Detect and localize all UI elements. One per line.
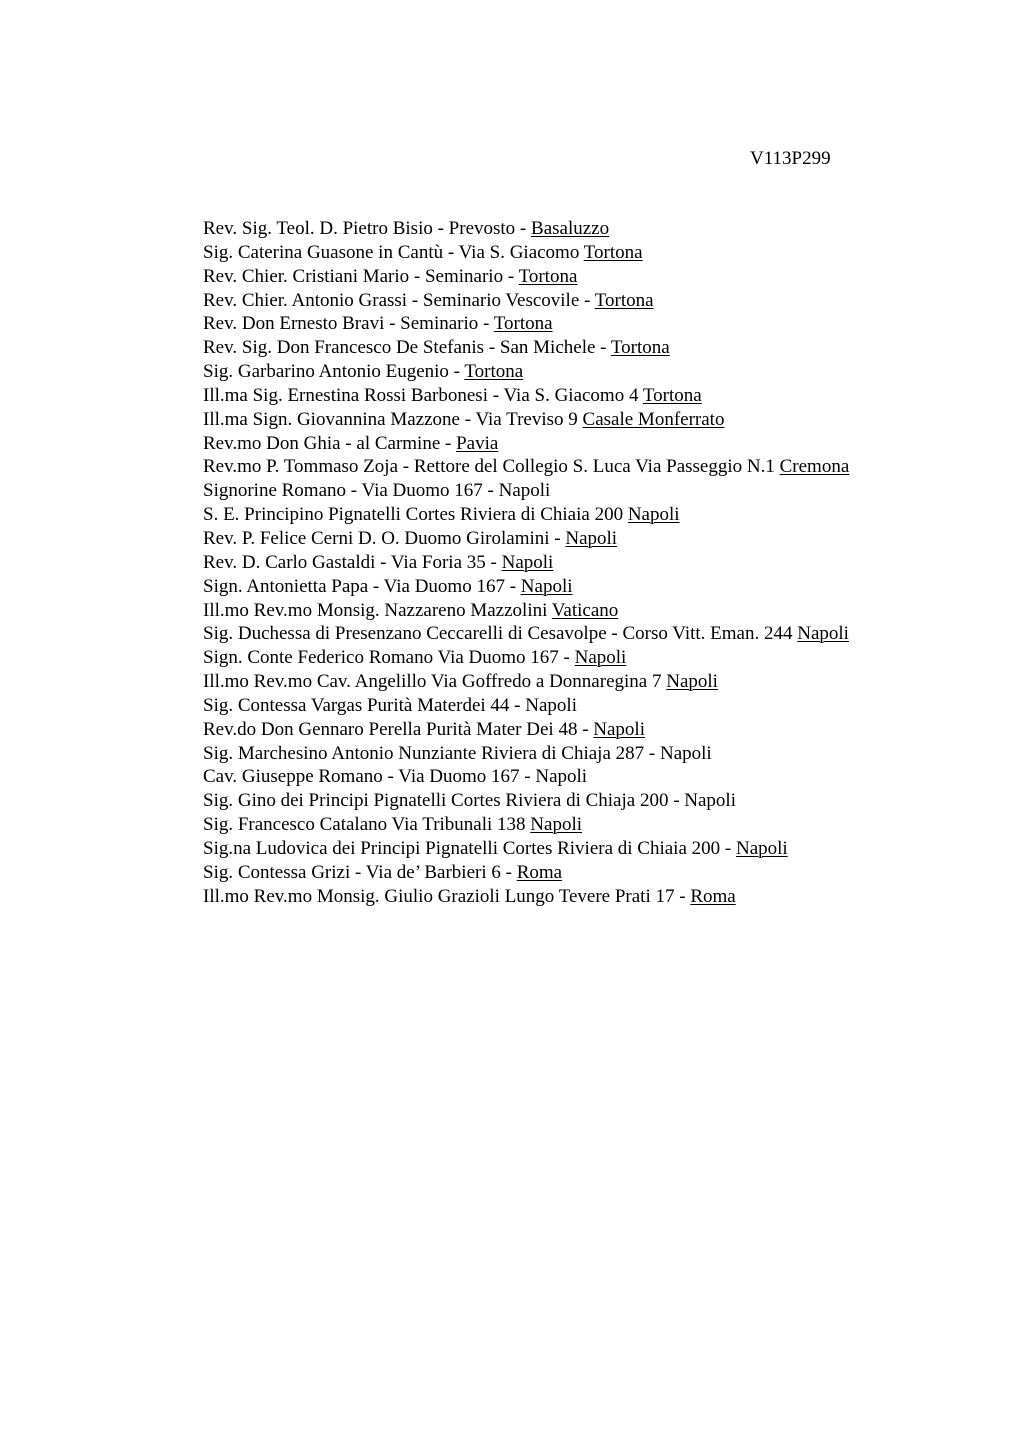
address-entry bbox=[203, 551, 849, 575]
address-text: Ill.mo Rev.mo Monsig. Giulio Grazioli Lungo Tevere Prati 17 - bbox=[203, 885, 691, 907]
address-entry bbox=[203, 670, 849, 694]
address-list bbox=[203, 217, 849, 908]
address-entry bbox=[203, 217, 849, 241]
address-entry bbox=[203, 813, 849, 837]
address-text: Rev. Sig. Don Francesco De Stefanis - San Michele - bbox=[203, 337, 611, 359]
address-entry bbox=[203, 241, 849, 265]
address-text: Sig. Marchesino Antonio Nunziante Riviera di Chiaja 287 - Napoli bbox=[203, 742, 712, 764]
address-entry bbox=[203, 575, 849, 599]
address-text: Rev.do Don Gennaro Perella Purità Mater Dei 48 - bbox=[203, 718, 594, 740]
address-text: Rev. P. Felice Cerni D. O. Duomo Girolamini - bbox=[203, 527, 566, 549]
address-text: Rev. Sig. Teol. D. Pietro Bisio - Prevosto - bbox=[203, 218, 532, 239]
address-text: Rev.mo P. Tommaso Zoja - Rettore del Collegio S. Luca Via Passeggio N.1 bbox=[203, 456, 780, 478]
address-city: Tortona bbox=[583, 241, 643, 263]
address-city: Napoli bbox=[627, 504, 680, 526]
address-city: Napoli bbox=[735, 837, 788, 859]
address-entry bbox=[203, 646, 849, 670]
address-city: Napoli bbox=[520, 575, 573, 597]
address-entry bbox=[203, 861, 849, 885]
address-entry bbox=[203, 742, 849, 766]
address-city: Napoli bbox=[797, 623, 849, 645]
address-city: Napoli bbox=[565, 527, 618, 549]
address-city: Roma bbox=[690, 885, 736, 907]
document-id: V113P299 bbox=[750, 148, 831, 169]
address-text: Sig. Garbarino Antonio Eugenio - bbox=[203, 361, 465, 383]
address-entry bbox=[203, 360, 849, 384]
address-entry bbox=[203, 622, 849, 646]
address-entry bbox=[203, 718, 849, 742]
address-text: Sig. Contessa Vargas Purità Materdei 44 - Napoli bbox=[203, 694, 577, 716]
address-entry bbox=[203, 432, 849, 456]
address-city: Tortona bbox=[642, 384, 702, 406]
address-city: Napoli bbox=[593, 718, 645, 740]
address-text: Sign. Antonietta Papa - Via Duomo 167 - bbox=[203, 575, 521, 597]
address-entry bbox=[203, 885, 849, 909]
address-city: Pavia bbox=[456, 432, 499, 454]
address-entry bbox=[203, 765, 849, 789]
address-entry bbox=[203, 455, 849, 479]
address-entry bbox=[203, 289, 849, 313]
address-city: Napoli bbox=[666, 671, 718, 693]
address-city: Tortona bbox=[464, 361, 524, 383]
address-entry bbox=[203, 312, 849, 336]
address-text: Rev. Chier. Antonio Grassi - Seminario Vescovile - bbox=[203, 289, 595, 311]
address-city: Basaluzzo bbox=[531, 218, 610, 239]
address-text: Sig.na Ludovica dei Principi Pignatelli Cortes Riviera di Chiaia 200 - bbox=[203, 837, 736, 859]
address-city: Napoli bbox=[574, 647, 627, 669]
address-city: Tortona bbox=[493, 313, 553, 335]
address-text: Cav. Giuseppe Romano - Via Duomo 167 - Napoli bbox=[203, 766, 588, 788]
address-text: Rev.mo Don Ghia - al Carmine - bbox=[203, 432, 457, 454]
address-text: Ill.mo Rev.mo Cav. Angelillo Via Goffredo a Donnaregina 7 bbox=[203, 671, 667, 693]
address-text: S. E. Principino Pignatelli Cortes Riviera di Chiaia 200 bbox=[203, 504, 628, 526]
address-city: Casale Monferrato bbox=[582, 408, 725, 430]
address-entry bbox=[203, 503, 849, 527]
address-text: Rev. D. Carlo Gastaldi - Via Foria 35 - bbox=[203, 551, 502, 573]
address-entry bbox=[203, 479, 849, 503]
address-city: Napoli bbox=[501, 551, 554, 573]
address-entry bbox=[203, 527, 849, 551]
address-city: Tortona bbox=[610, 337, 670, 359]
address-text: Ill.mo Rev.mo Monsig. Nazzareno Mazzolini bbox=[203, 599, 552, 621]
address-text: Rev. Chier. Cristiani Mario - Seminario - bbox=[203, 265, 519, 287]
address-text: Signorine Romano - Via Duomo 167 - Napoli bbox=[203, 480, 551, 502]
address-city: Tortona bbox=[518, 265, 578, 287]
address-entry bbox=[203, 336, 849, 360]
address-text: Sig. Caterina Guasone in Cantù - Via S. Giacomo bbox=[203, 241, 584, 263]
address-city: Cremona bbox=[779, 456, 850, 478]
address-text: Sign. Conte Federico Romano Via Duomo 167 - bbox=[203, 647, 575, 669]
address-text: Sig. Duchessa di Presenzano Ceccarelli di Cesavolpe - Corso Vitt. Eman. 244 bbox=[203, 623, 798, 645]
address-text: Sig. Gino dei Principi Pignatelli Cortes Riviera di Chiaja 200 - Napoli bbox=[203, 790, 736, 812]
address-text: Ill.ma Sign. Giovannina Mazzone - Via Treviso 9 bbox=[203, 408, 583, 430]
address-city: Napoli bbox=[530, 814, 583, 836]
address-text: Rev. Don Ernesto Bravi - Seminario - bbox=[203, 313, 494, 335]
address-text: Sig. Contessa Grizi - Via de’ Barbieri 6 - bbox=[203, 861, 517, 883]
address-city: Tortona bbox=[594, 289, 654, 311]
address-entry bbox=[203, 694, 849, 718]
address-entry bbox=[203, 265, 849, 289]
address-entry bbox=[203, 599, 849, 623]
address-entry bbox=[203, 789, 849, 813]
address-entry bbox=[203, 408, 849, 432]
address-text: Ill.ma Sig. Ernestina Rossi Barbonesi - Via S. Giacomo 4 bbox=[203, 384, 643, 406]
address-entry bbox=[203, 384, 849, 408]
address-entry bbox=[203, 837, 849, 861]
address-city: Vaticano bbox=[551, 599, 619, 621]
address-text: Sig. Francesco Catalano Via Tribunali 138 bbox=[203, 814, 531, 836]
address-city: Roma bbox=[516, 861, 563, 883]
